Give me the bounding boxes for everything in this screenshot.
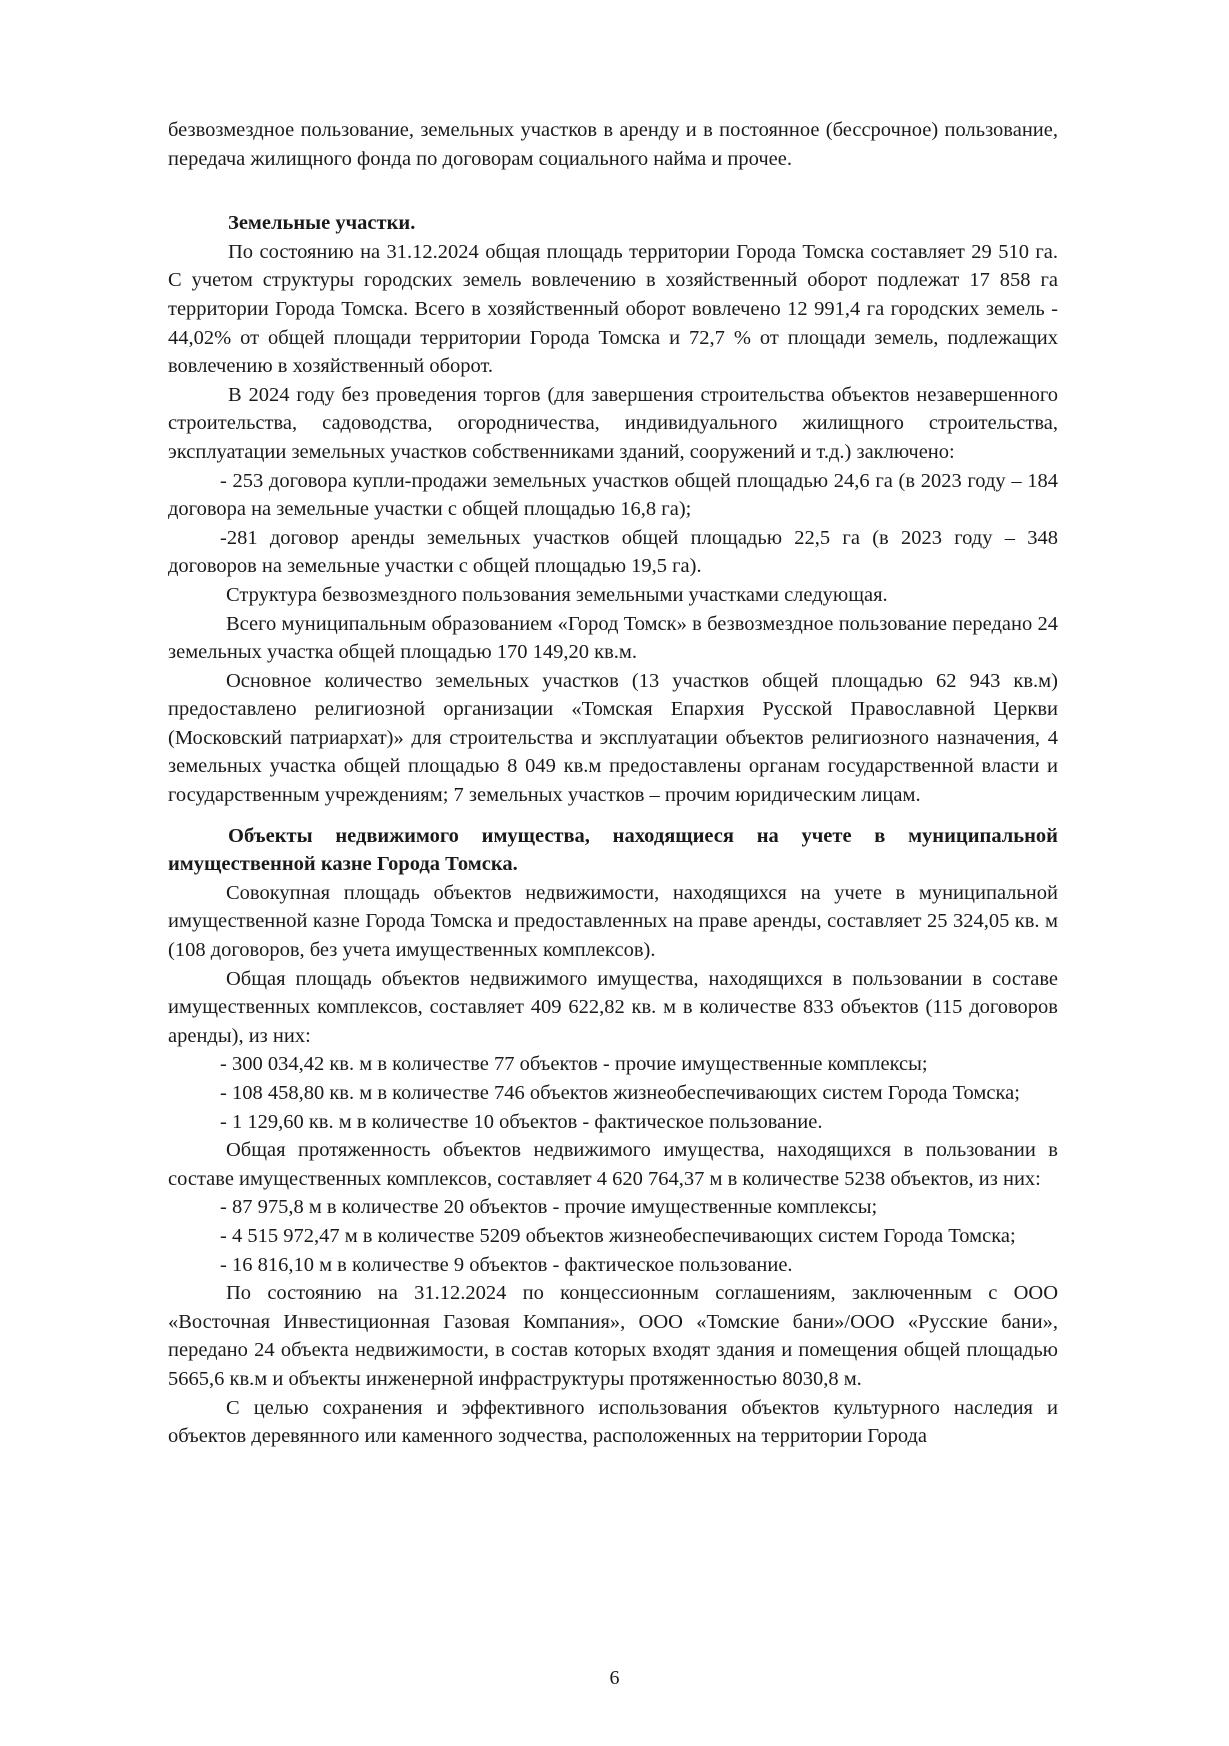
section-heading-land: Земельные участки. bbox=[228, 212, 416, 235]
property-paragraph: Совокупная площадь объектов недвижимости, находящихся на учете в муниципальной имущественной казне Города Томска и предоставленных на праве аренды, составляет 25 324,05 кв. м (108 договоров, без учета имущественных комплексов). bbox=[168, 881, 1058, 962]
intro-paragraph: безвозмездное пользование, земельных участков в аренду и в постоянное (бессрочное) пользование, передача жилищного фонда по договорам социального найма и прочее. bbox=[168, 119, 1058, 170]
section-heading-property: Объекты недвижимого имущества, находящиеся на учете в муниципальной имущественной казне Города Томска. bbox=[168, 824, 1058, 876]
land-paragraph: Основное количество земельных участков (13 участков общей площадью 62 943 кв.м) предоставлено религиозной организации «Томская Епархия Русской Православной Церкви (Московский патриархат)» для строительства и эксплуатации объектов религиозного назначения, 4 земельных участка общей площадью 8 049 кв.м предоставлены органам государственной власти и государственным учреждениям; 7 земельных участков – прочим юридическим лицам. bbox=[168, 669, 1058, 807]
property-list-item: - 4 515 972,47 м в количестве 5209 объектов жизнеобеспечивающих систем Города Томска; bbox=[220, 1224, 1016, 1247]
property-list-item: - 16 816,10 м в количестве 9 объектов - фактическое пользование. bbox=[220, 1253, 793, 1276]
property-paragraph: По состоянию на 31.12.2024 по концессионным соглашениям, заключенным с ООО «Восточная Инвестиционная Газовая Компания», ООО «Томские бани»/ООО «Русские бани», передано 24 объекта недвижимости, в состав которых входят здания и помещения общей площадью 5665,6 кв.м и объекты инженерной инфраструктуры протяженностью 8030,8 м. bbox=[168, 1282, 1058, 1390]
land-paragraph: В 2024 году без проведения торгов (для завершения строительства объектов незавершенного строительства, садоводства, огородничества, индивидуального жилищного строительства, эксплуатации земельных участков собственниками зданий, сооружений и т.д.) заключено: bbox=[168, 383, 1058, 463]
property-paragraph: С целью сохранения и эффективного использования объектов культурного наследия и объектов деревянного или каменного зодчества, расположенных на территории Города bbox=[168, 1396, 1058, 1448]
document-body bbox=[168, 116, 1058, 1451]
property-paragraph: Общая протяженность объектов недвижимого имущества, находящихся в пользовании в составе имущественных комплексов, составляет 4 620 764,37 м в количестве 5238 объектов, из них: bbox=[168, 1139, 1058, 1190]
property-list-item: - 300 034,42 кв. м в количестве 77 объектов - прочие имущественные комплексы; bbox=[220, 1053, 928, 1076]
property-list-item: - 108 458,80 кв. м в количестве 746 объектов жизнеобеспечивающих систем Города Томска; bbox=[220, 1082, 1020, 1104]
land-list-item: - 253 договора купли-продажи земельных участков общей площадью 24,6 га (в 2023 году – 184 договора на земельные участки с общей площадью 16,8 га); bbox=[168, 469, 1058, 521]
section-spacer bbox=[168, 810, 1058, 822]
land-paragraph: Всего муниципальным образованием «Город Томск» в безвозмездное пользование передано 24 земельных участка общей площадью 170 149,20 кв.м. bbox=[168, 612, 1058, 664]
land-list-item: -281 договор аренды земельных участков общей площадью 22,5 га (в 2023 году – 348 договоров на земельные участки с общей площадью 19,5 га). bbox=[168, 526, 1058, 578]
property-list-item: - 1 129,60 кв. м в количестве 10 объектов - фактическое пользование. bbox=[220, 1110, 823, 1133]
property-paragraph: Общая площадь объектов недвижимого имущества, находящихся в пользовании в составе имущественных комплексов, составляет 409 622,82 кв. м в количестве 833 объектов (115 договоров аренды), из них: bbox=[168, 967, 1058, 1047]
page-number: 6 bbox=[609, 1667, 620, 1689]
land-paragraph: Структура безвозмездного пользования земельными участками следующая. bbox=[226, 583, 888, 606]
section-spacer bbox=[168, 173, 1058, 209]
land-paragraph: По состоянию на 31.12.2024 общая площадь территории Города Томска составляет 29 510 га. С учетом структуры городских земель вовлечению в хозяйственный оборот подлежат 17 858 га территории Города Томска. Всего в хозяйственный оборот вовлечено 12 991,4 га городских земель - 44,02% от общей площади территории Города Томска и 72,7 % от площади земель, подлежащих вовлечению в хозяйственный оборот. bbox=[168, 240, 1058, 378]
property-list-item: - 87 975,8 м в количестве 20 объектов - прочие имущественные комплексы; bbox=[220, 1196, 878, 1219]
